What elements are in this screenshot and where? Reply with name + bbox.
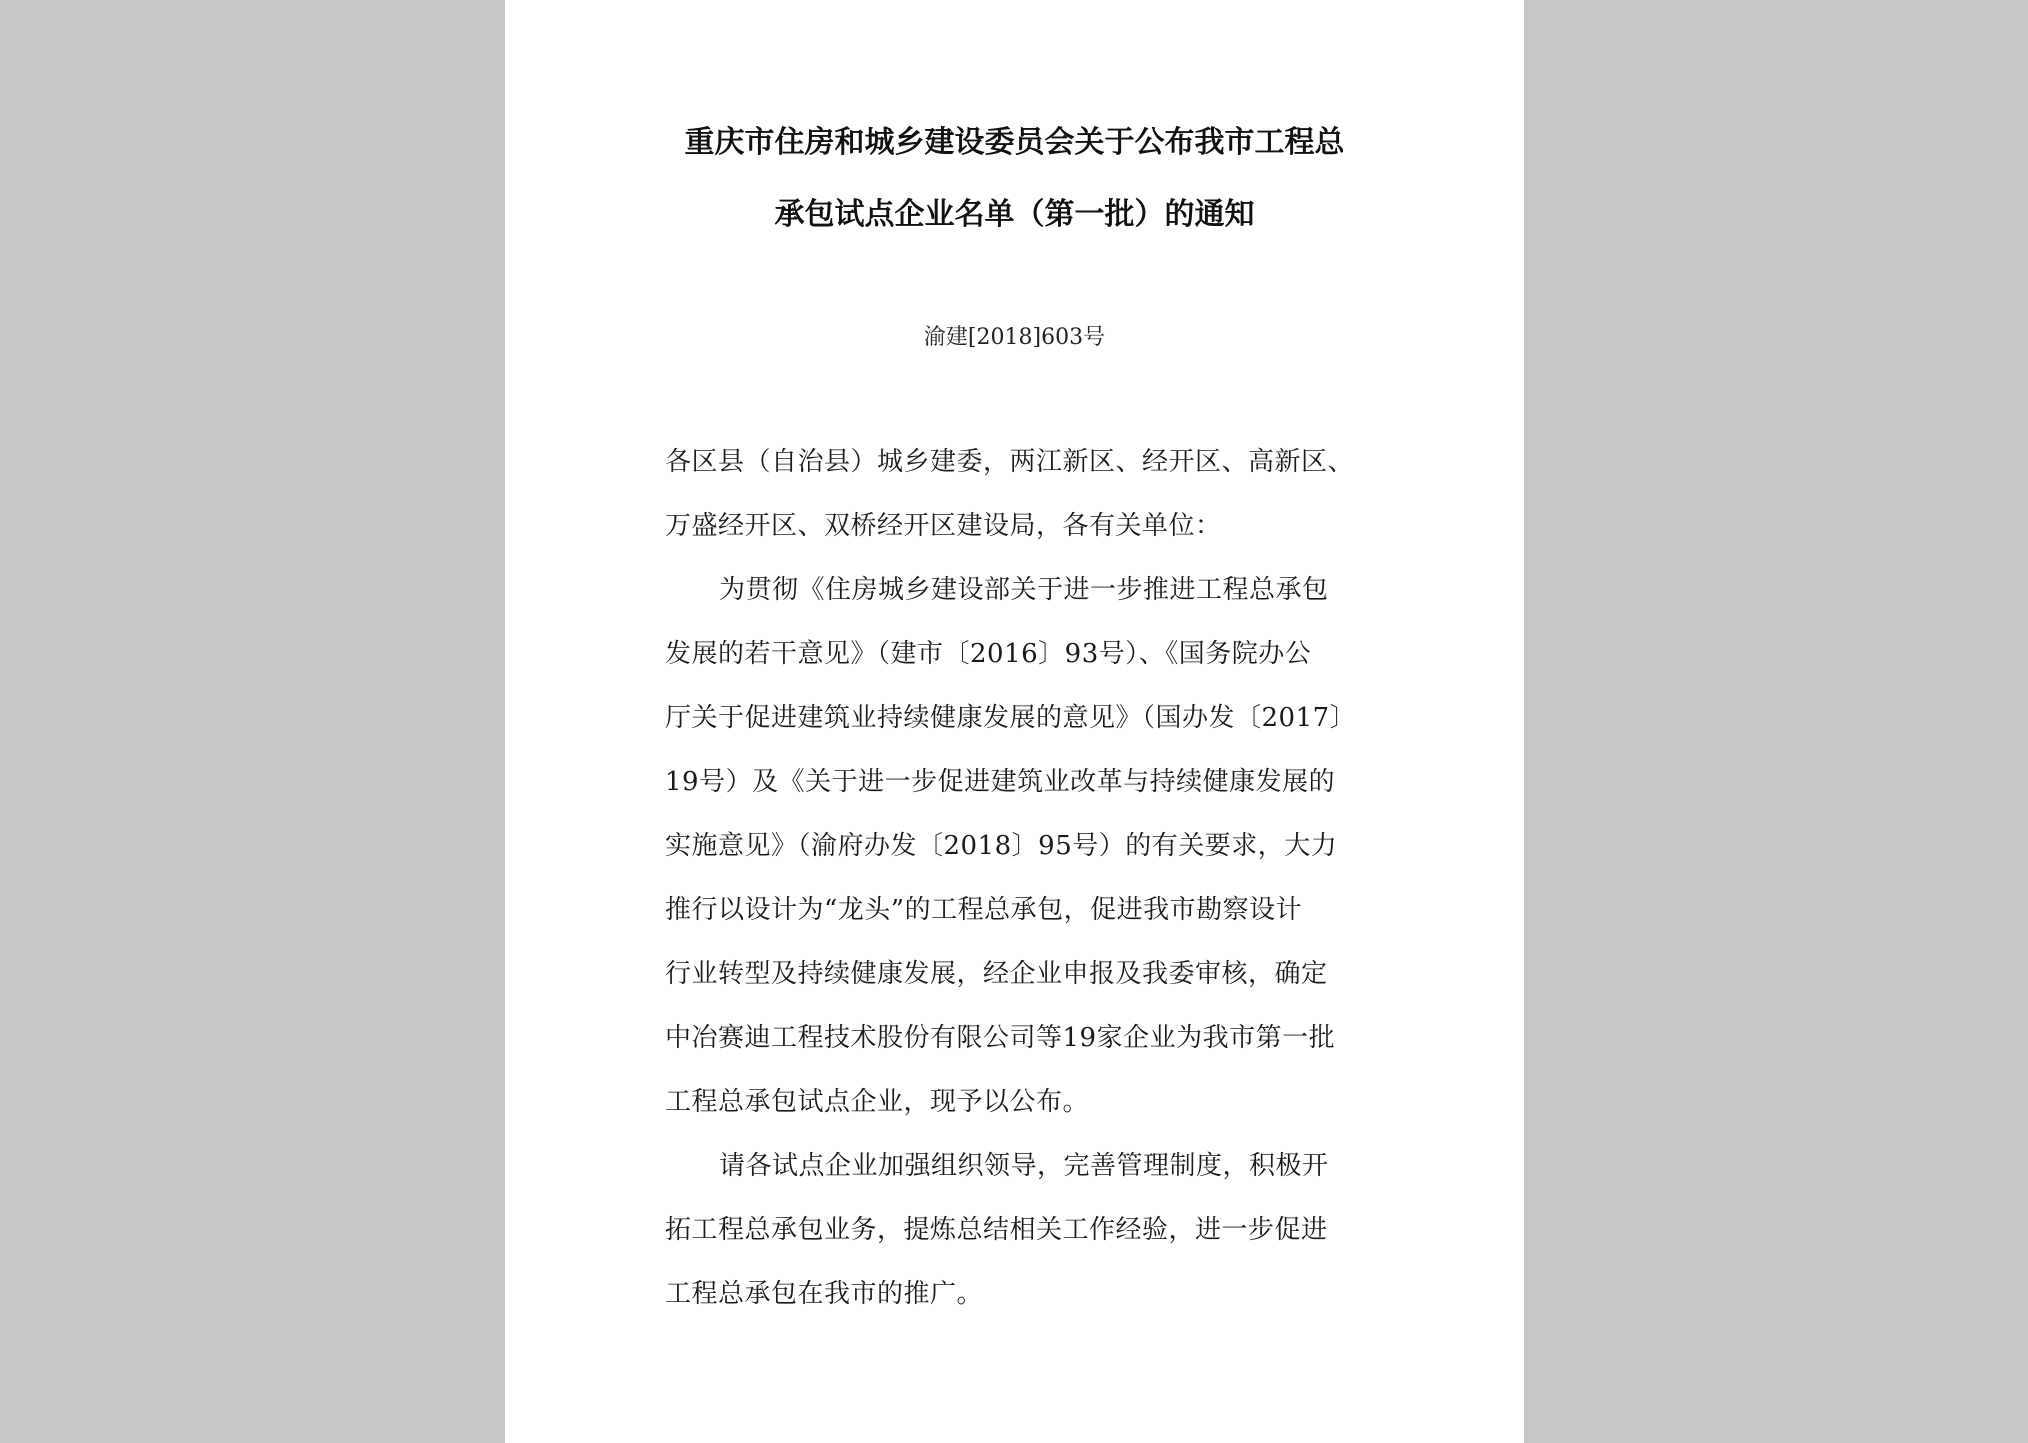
paragraph1-line-4: 19号）及《关于进一步促进建筑业改革与持续健康发展的	[665, 767, 1336, 797]
paragraph1-line-9: 工程总承包试点企业，现予以公布。	[665, 1087, 1090, 1117]
addressee-line-1: 各区县（自治县）城乡建委，两江新区、经开区、高新区、	[665, 447, 1355, 477]
document-title-line-2: 承包试点企业名单（第一批）的通知	[774, 197, 1255, 232]
paragraph1-line-6: 推行以设计为“龙头”的工程总承包，促进我市勘察设计	[665, 895, 1303, 925]
document-title-line-1: 重庆市住房和城乡建设委员会关于公布我市工程总	[684, 125, 1345, 160]
document-number: 渝建[2018]603号	[923, 325, 1106, 350]
paragraph2-line-2: 拓工程总承包业务，提炼总结相关工作经验，进一步促进	[665, 1215, 1328, 1245]
paragraph1-line-3: 厅关于促进建筑业持续健康发展的意见》（国办发〔2017〕	[665, 703, 1357, 733]
paragraph1-line-7: 行业转型及持续健康发展，经企业申报及我委审核，确定	[665, 959, 1328, 989]
paragraph2-line-3: 工程总承包在我市的推广。	[665, 1279, 984, 1309]
paragraph2-line-1: 请各试点企业加强组织领导，完善管理制度，积极开	[719, 1151, 1329, 1181]
addressee-line-2: 万盛经开区、双桥经开区建设局，各有关单位：	[665, 511, 1222, 541]
paragraph1-line-2: 发展的若干意见》（建市〔2016〕93号）、《国务院办公	[665, 639, 1312, 669]
paragraph1-line-8: 中冶赛迪工程技术股份有限公司等19家企业为我市第一批	[665, 1023, 1336, 1053]
paragraph1-line-1: 为贯彻《住房城乡建设部关于进一步推进工程总承包	[719, 575, 1329, 605]
paragraph1-line-5: 实施意见》（渝府办发〔2018〕95号）的有关要求，大力	[665, 831, 1338, 861]
document-page	[505, 0, 1524, 1443]
